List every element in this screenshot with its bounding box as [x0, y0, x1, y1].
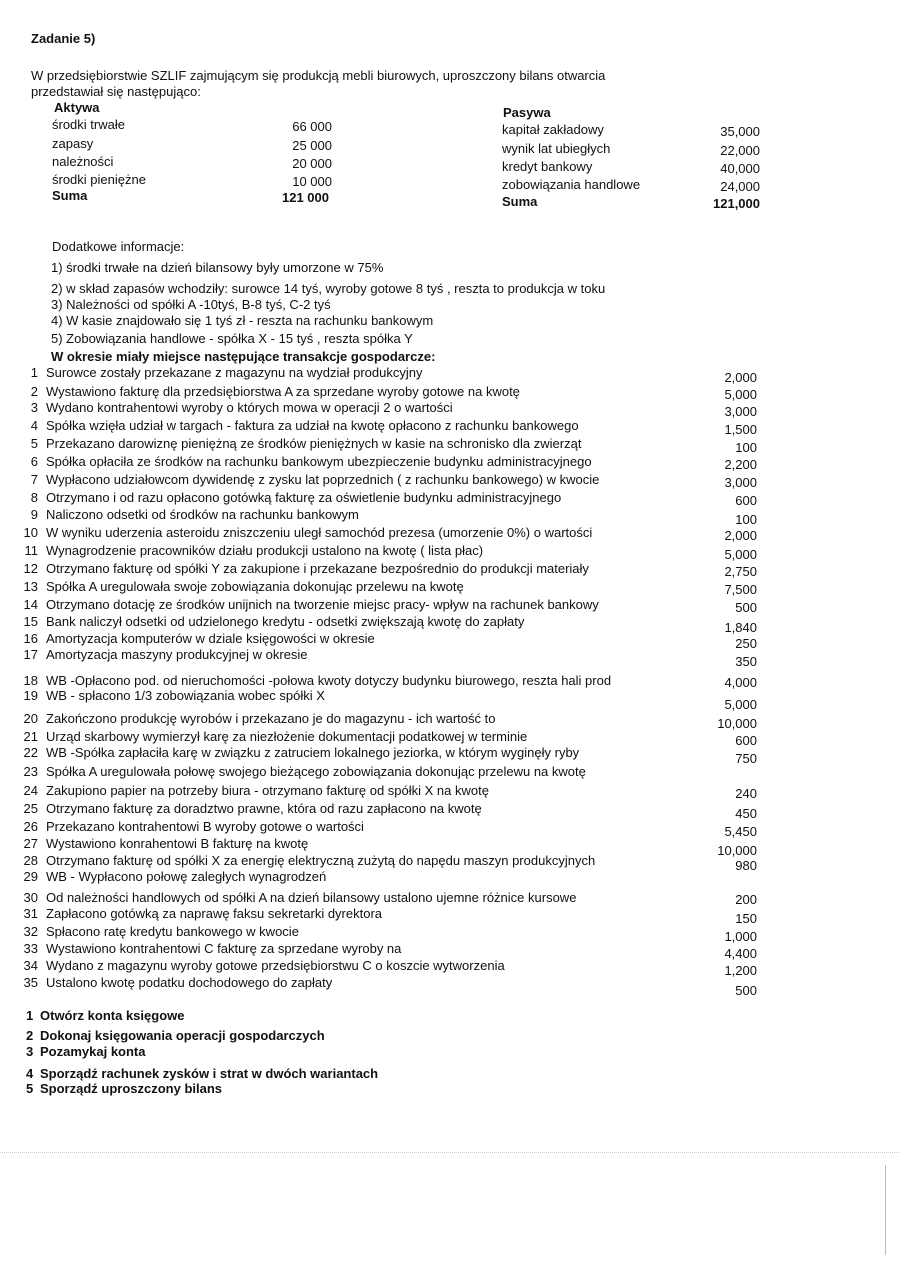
extra-info-item: 1) środki trwałe na dzień bilansowy były umorzone w 75%	[51, 260, 384, 275]
extra-info-item: 2) w skład zapasów wchodziły: surowce 14 tyś, wyroby gotowe 8 tyś , reszta to produkcja w toku	[51, 281, 606, 296]
task-number: 5	[26, 1081, 34, 1096]
transaction-text: WB -Opłacono pod. od nieruchomości -połowa kwoty dotyczy budynku biurowego, reszta hali prod	[46, 673, 612, 688]
transaction-text: Urząd skarbowy wymierzył karę za niezłożenie dokumentacji podatkowej w terminie	[46, 729, 528, 744]
transaction-number: 8	[30, 490, 38, 505]
transaction-value: 1,840	[724, 620, 757, 635]
transaction-value: 250	[735, 636, 757, 651]
transaction-number: 18	[23, 673, 38, 688]
transaction-row	[0, 454, 899, 472]
page-title: Zadanie 5)	[31, 31, 96, 46]
transaction-text: WB - spłacono 1/3 zobowiązania wobec spółki X	[46, 688, 325, 703]
transaction-number: 24	[23, 783, 38, 798]
aktywa-item-value: 10 000	[292, 174, 332, 189]
transaction-number: 1	[30, 365, 38, 380]
transaction-row	[0, 543, 899, 561]
transaction-text: Przekazano kontrahentowi B wyroby gotowe o wartości	[46, 819, 364, 834]
pasywa-item-label: wynik lat ubiegłych	[502, 141, 611, 156]
transaction-number: 28	[23, 853, 38, 868]
transaction-row	[0, 418, 899, 436]
transaction-value: 600	[735, 493, 757, 508]
transaction-text: Otrzymano fakturę od spółki Y za zakupione i przekazane bezpośrednio do produkcji materiały	[46, 561, 589, 576]
transaction-value: 500	[735, 983, 757, 998]
transaction-number: 20	[23, 711, 38, 726]
transaction-text: WB -Spółka zapłaciła karę w związku z zatruciem lokalnego jeziorka, w którym wyginęły ryby	[46, 745, 580, 760]
transaction-number: 7	[30, 472, 38, 487]
pasywa-item-label: kredyt bankowy	[502, 159, 593, 174]
transaction-text: Spółka wzięła udział w targach - faktura za udział na kwotę opłacono z rachunku bankowego	[46, 418, 579, 433]
transaction-text: Zakupiono papier na potrzeby biura - otrzymano fakturę od spółki X na kwotę	[46, 783, 489, 798]
transaction-value: 100	[735, 512, 757, 527]
extra-info-item: 3) Należności od spółki A -10tyś, B-8 tyś, C-2 tyś	[51, 297, 331, 312]
transaction-text: Otrzymano dotację ze środków unijnich na tworzenie miejsc pracy- wpływ na rachunek bankowy	[46, 597, 599, 612]
transaction-number: 21	[23, 729, 38, 744]
transaction-text: W wyniku uderzenia asteroidu zniszczeniu uległ samochód prezesa (umorzenie 0%) o wartości	[46, 525, 593, 540]
extra-info-header: Dodatkowe informacje:	[52, 239, 185, 254]
transaction-number: 3	[30, 400, 38, 415]
transaction-row	[0, 436, 899, 454]
transaction-number: 10	[23, 525, 38, 540]
transaction-value: 240	[735, 786, 757, 801]
transaction-number: 13	[23, 579, 38, 594]
transaction-number: 11	[24, 543, 38, 558]
transaction-value: 2,750	[724, 564, 757, 579]
transaction-value: 2,000	[724, 370, 757, 385]
transaction-row	[0, 924, 899, 942]
transaction-row	[0, 711, 899, 729]
transaction-text: Ustalono kwotę podatku dochodowego do zapłaty	[46, 975, 333, 990]
transaction-value: 500	[735, 600, 757, 615]
transaction-row	[0, 764, 899, 782]
transaction-value: 350	[735, 654, 757, 669]
transaction-number: 25	[23, 801, 38, 816]
transaction-number: 12	[23, 561, 38, 576]
transaction-row	[0, 745, 899, 763]
task-item	[26, 1028, 325, 1043]
task-number: 1	[26, 1008, 34, 1023]
task-text: Pozamykaj konta	[40, 1044, 146, 1059]
transaction-number: 4	[30, 418, 38, 433]
transaction-value: 1,000	[724, 929, 757, 944]
transaction-row	[0, 836, 899, 854]
scan-dotted-line	[0, 1152, 899, 1153]
transaction-number: 2	[30, 384, 38, 399]
transaction-row	[0, 490, 899, 508]
transaction-value: 10,000	[717, 716, 757, 731]
transaction-row	[0, 365, 899, 383]
transaction-text: Od należności handlowych od spółki A na dzień bilansowy ustalono ujemne różnice kursowe	[46, 890, 577, 905]
transaction-text: Wydano kontrahentowi wyroby o których mowa w operacji 2 o wartości	[46, 400, 453, 415]
extra-info-item: 5) Zobowiązania handlowe - spółka X - 15 tyś , reszta spółka Y	[51, 331, 413, 346]
aktywa-item-label: środki trwałe	[52, 117, 125, 132]
pasywa-item-value: 24,000	[720, 179, 760, 194]
transaction-value: 7,500	[724, 582, 757, 597]
transaction-number: 34	[23, 958, 38, 973]
transaction-row	[0, 975, 899, 993]
transaction-text: Otrzymano fakturę od spółki X za energię elektryczną zużytą do napędu maszyn produkcyjnych	[46, 853, 596, 868]
transaction-row	[0, 525, 899, 543]
transaction-row	[0, 819, 899, 837]
transaction-text: Wystawiono fakturę dla przedsiębiorstwa A za sprzedane wyroby gotowe na kwotę	[46, 384, 520, 399]
transaction-number: 17	[23, 647, 38, 662]
transaction-number: 26	[23, 819, 38, 834]
transaction-row	[0, 400, 899, 418]
transaction-number: 19	[23, 688, 38, 703]
transaction-value: 2,200	[724, 457, 757, 472]
transaction-text: Wydano z magazynu wyroby gotowe przedsiębiorstwu C o koszcie wytworzenia	[46, 958, 505, 973]
task-item	[26, 1008, 184, 1023]
transaction-value: 5,000	[724, 697, 757, 712]
transaction-number: 27	[23, 836, 38, 851]
transaction-value: 5,000	[724, 547, 757, 562]
intro-paragraph: W przedsiębiorstwie SZLIF zajmującym się produkcją mebli biurowych, uproszczony bilans otwarcia przedstawiał się następująco:	[31, 68, 606, 99]
transaction-value: 4,000	[724, 675, 757, 690]
task-number: 4	[26, 1066, 34, 1081]
aktywa-sum-value: 121 000	[282, 190, 329, 205]
transaction-row	[0, 941, 899, 959]
aktywa-item-label: zapasy	[52, 136, 94, 151]
transaction-number: 9	[30, 507, 38, 522]
aktywa-item-label: środki pieniężne	[52, 172, 146, 187]
transaction-row	[0, 906, 899, 924]
transaction-row	[0, 507, 899, 525]
scan-edge-line	[885, 1165, 886, 1255]
transaction-text: Wystawiono konrahentowi B fakturę na kwotę	[46, 836, 309, 851]
task-item	[26, 1044, 146, 1059]
transaction-row	[0, 472, 899, 490]
task-number: 3	[26, 1044, 34, 1059]
transaction-value: 1,200	[724, 963, 757, 978]
aktywa-item-label: należności	[52, 154, 114, 169]
transaction-number: 23	[23, 764, 38, 779]
transaction-text: Spłacono ratę kredytu bankowego w kwocie	[46, 924, 299, 939]
transaction-text: Otrzymano fakturę za doradztwo prawne, która od razu zapłacono na kwotę	[46, 801, 482, 816]
pasywa-item-label: zobowiązania handlowe	[502, 177, 641, 192]
transaction-value: 3,000	[724, 404, 757, 419]
transaction-value: 2,000	[724, 528, 757, 543]
transaction-number: 35	[23, 975, 38, 990]
aktywa-item-value: 20 000	[292, 156, 332, 171]
transactions-header: W okresie miały miejsce następujące transakcje gospodarcze:	[51, 349, 436, 364]
transaction-row	[0, 647, 899, 665]
transaction-value: 450	[735, 806, 757, 821]
transaction-row	[0, 597, 899, 615]
transaction-number: 14	[23, 597, 38, 612]
pasywa-sum-value: 121,000	[713, 196, 760, 211]
pasywa-sum-label: Suma	[502, 194, 538, 209]
task-text: Otwórz konta księgowe	[40, 1008, 185, 1023]
transaction-row	[0, 688, 899, 706]
transaction-value: 1,500	[724, 422, 757, 437]
transaction-text: Naliczono odsetki od środków na rachunku bankowym	[46, 507, 359, 522]
transaction-value: 750	[735, 751, 757, 766]
transaction-text: Amortyzacja komputerów w dziale księgowości w okresie	[46, 631, 375, 646]
task-item	[26, 1066, 378, 1081]
transaction-row	[0, 783, 899, 801]
aktywa-item-value: 25 000	[292, 138, 332, 153]
transaction-value: 10,000	[717, 843, 757, 858]
transaction-value: 3,000	[724, 475, 757, 490]
task-item	[26, 1081, 222, 1096]
transaction-row	[0, 579, 899, 597]
transaction-value: 980	[735, 858, 757, 873]
transaction-number: 29	[23, 869, 38, 884]
transaction-text: Amortyzacja maszyny produkcyjnej w okresie	[46, 647, 308, 662]
transaction-number: 30	[23, 890, 38, 905]
transaction-number: 22	[23, 745, 38, 760]
transaction-text: Spółka A uregulowała swoje zobowiązania dokonując przelewu na kwotę	[46, 579, 464, 594]
aktywa-item-value: 66 000	[292, 119, 332, 134]
pasywa-item-value: 22,000	[720, 143, 760, 158]
transaction-number: 6	[30, 454, 38, 469]
transaction-number: 33	[23, 941, 38, 956]
transaction-value: 4,400	[724, 946, 757, 961]
transaction-row	[0, 614, 899, 632]
transaction-value: 100	[735, 440, 757, 455]
transaction-row	[0, 958, 899, 976]
transaction-text: Wynagrodzenie pracowników działu produkcji ustalono na kwotę ( lista płac)	[46, 543, 484, 558]
transaction-row	[0, 869, 899, 887]
transaction-text: Przekazano darowiznę pieniężną ze środków pieniężnych w kasie na schronisko dla zwierząt	[46, 436, 582, 451]
transaction-number: 16	[23, 631, 38, 646]
transaction-text: Wystawiono kontrahentowi C fakturę za sprzedane wyroby na	[46, 941, 402, 956]
aktywa-header: Aktywa	[54, 100, 100, 115]
transaction-text: WB - Wypłacono połowę zaległych wynagrodzeń	[46, 869, 327, 884]
pasywa-item-label: kapitał zakładowy	[502, 122, 604, 137]
transaction-text: Spółka A uregulowała połowę swojego bieżącego zobowiązania dokonując przelewu na kwotę	[46, 764, 586, 779]
transaction-row	[0, 801, 899, 819]
transaction-text: Wypłacono udziałowcom dywidendę z zysku lat poprzednich ( z rachunku bankowego) w kwocie	[46, 472, 600, 487]
transaction-number: 5	[30, 436, 38, 451]
task-text: Dokonaj księgowania operacji gospodarczych	[40, 1028, 325, 1043]
task-text: Sporządź rachunek zysków i strat w dwóch wariantach	[40, 1066, 379, 1081]
transaction-text: Otrzymano i od razu opłacono gotówką fakturę za oświetlenie budynku administracyjnego	[46, 490, 562, 505]
transaction-value: 150	[735, 911, 757, 926]
transaction-text: Bank naliczył odsetki od udzielonego kredytu - odsetki zwiększają kwotę do zapłaty	[46, 614, 525, 629]
aktywa-sum-label: Suma	[52, 188, 88, 203]
transaction-text: Surowce zostały przekazane z magazynu na wydział produkcyjny	[46, 365, 423, 380]
transaction-row	[0, 561, 899, 579]
transaction-text: Zapłacono gotówką za naprawę faksu sekretarki dyrektora	[46, 906, 383, 921]
transaction-value: 5,450	[724, 824, 757, 839]
transaction-value: 600	[735, 733, 757, 748]
transaction-text: Zakończono produkcję wyrobów i przekazano je do magazynu - ich wartość to	[46, 711, 496, 726]
transaction-number: 32	[23, 924, 38, 939]
transaction-value: 200	[735, 892, 757, 907]
transaction-value: 5,000	[724, 387, 757, 402]
transaction-number: 31	[23, 906, 38, 921]
task-number: 2	[26, 1028, 34, 1043]
transaction-number: 15	[23, 614, 38, 629]
transaction-text: Spółka opłaciła ze środków na rachunku bankowym ubezpieczenie budynku administracyjnego	[46, 454, 592, 469]
extra-info-item: 4) W kasie znajdowało się 1 tyś zł - reszta na rachunku bankowym	[51, 313, 434, 328]
pasywa-item-value: 35,000	[720, 124, 760, 139]
pasywa-item-value: 40,000	[720, 161, 760, 176]
task-text: Sporządź uproszczony bilans	[40, 1081, 223, 1096]
pasywa-header: Pasywa	[503, 105, 551, 120]
